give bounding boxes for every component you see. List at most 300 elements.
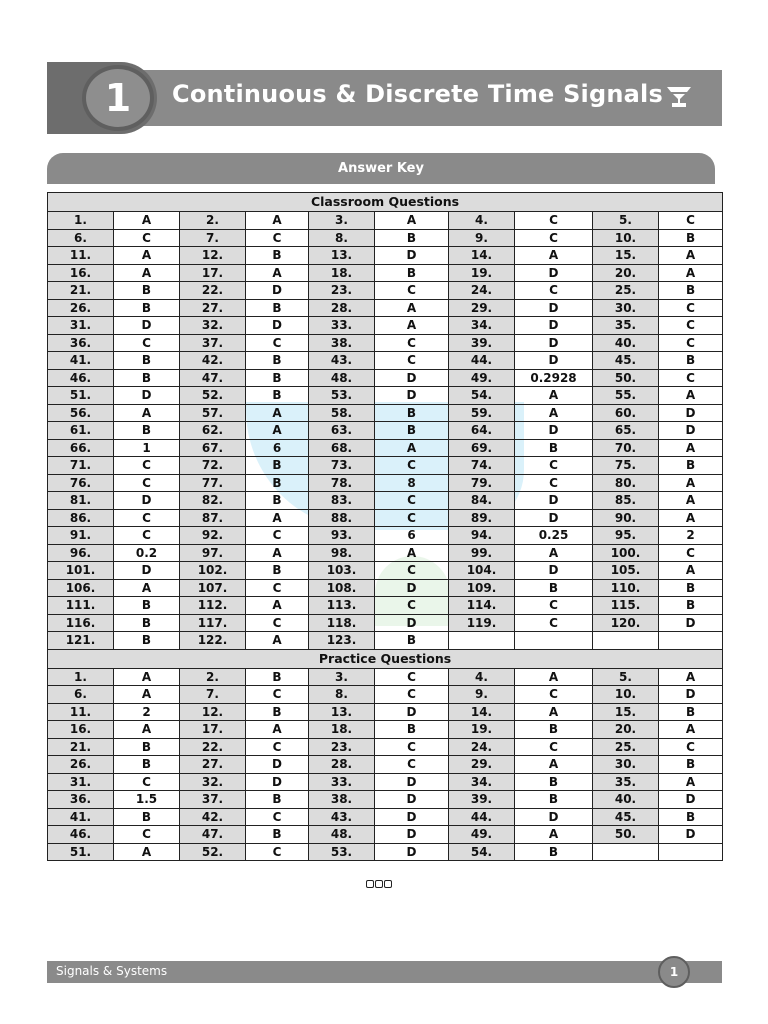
question-number: 104. [449, 562, 515, 580]
answer-cell: D [375, 826, 449, 844]
question-number: 54. [449, 843, 515, 861]
question-number: 102. [180, 562, 246, 580]
answer-cell: C [659, 317, 723, 335]
table-row [48, 492, 723, 510]
question-number: 60. [593, 404, 659, 422]
question-number: 21. [48, 282, 114, 300]
answer-cell: 1 [114, 439, 180, 457]
answer-cell: 0.2928 [515, 369, 593, 387]
question-number: 1. [48, 668, 114, 686]
answer-cell: D [375, 773, 449, 791]
answer-cell: A [659, 247, 723, 265]
table-row [48, 562, 723, 580]
answer-cell: B [515, 843, 593, 861]
question-number: 108. [309, 579, 375, 597]
question-number: 17. [180, 721, 246, 739]
question-number: 48. [309, 369, 375, 387]
question-number: 26. [48, 756, 114, 774]
table-row [48, 632, 723, 650]
question-number: 14. [449, 703, 515, 721]
question-number: 5. [593, 212, 659, 230]
answer-cell: B [375, 229, 449, 247]
answer-cell: B [114, 614, 180, 632]
answer-cell: D [375, 703, 449, 721]
question-number: 29. [449, 299, 515, 317]
answer-cell: A [114, 668, 180, 686]
answer-cell: A [515, 404, 593, 422]
question-number: 109. [449, 579, 515, 597]
question-number: 85. [593, 492, 659, 510]
answer-cell: B [659, 579, 723, 597]
answer-cell: B [375, 404, 449, 422]
question-number: 21. [48, 738, 114, 756]
question-number: 27. [180, 299, 246, 317]
question-number: 20. [593, 264, 659, 282]
question-number: 7. [180, 229, 246, 247]
table-row [48, 474, 723, 492]
table-row [48, 509, 723, 527]
question-number: 49. [449, 826, 515, 844]
table-row [48, 773, 723, 791]
answer-cell: A [375, 439, 449, 457]
answer-cell: B [659, 229, 723, 247]
answer-cell: C [114, 457, 180, 475]
answer-cell: D [246, 773, 309, 791]
question-number: 28. [309, 756, 375, 774]
answer-cell: C [114, 527, 180, 545]
answer-cell: D [114, 562, 180, 580]
answer-cell: C [375, 457, 449, 475]
table-row [48, 229, 723, 247]
table-row [48, 299, 723, 317]
answer-cell: D [375, 791, 449, 809]
question-number: 2. [180, 668, 246, 686]
answer-cell: A [246, 721, 309, 739]
answer-cell: C [515, 686, 593, 704]
answer-cell: B [515, 773, 593, 791]
question-number: 9. [449, 229, 515, 247]
question-number: 53. [309, 843, 375, 861]
answer-cell: 2 [659, 527, 723, 545]
question-number: 16. [48, 721, 114, 739]
answer-cell: B [515, 791, 593, 809]
question-number: 54. [449, 387, 515, 405]
answer-cell: B [114, 808, 180, 826]
end-of-section-marker [366, 880, 392, 888]
question-number: 103. [309, 562, 375, 580]
question-number: 37. [180, 334, 246, 352]
answer-cell: C [114, 509, 180, 527]
question-number: 51. [48, 843, 114, 861]
question-number: 4. [449, 668, 515, 686]
answer-cell: C [375, 334, 449, 352]
answer-cell: D [114, 387, 180, 405]
answer-cell: B [246, 352, 309, 370]
table-row [48, 317, 723, 335]
question-number: 119. [449, 614, 515, 632]
answer-cell: A [375, 299, 449, 317]
question-number: 10. [593, 686, 659, 704]
answer-cell: A [114, 686, 180, 704]
question-number: 24. [449, 738, 515, 756]
answer-cell: A [375, 212, 449, 230]
answer-cell: D [515, 264, 593, 282]
answer-cell: 1.5 [114, 791, 180, 809]
answer-cell: D [114, 317, 180, 335]
answer-cell: A [246, 404, 309, 422]
answer-cell: C [114, 334, 180, 352]
answer-cell: C [375, 562, 449, 580]
table-row [48, 404, 723, 422]
question-number: 32. [180, 773, 246, 791]
question-number: 116. [48, 614, 114, 632]
answer-cell: C [375, 668, 449, 686]
answer-key-heading: Answer Key [47, 153, 715, 184]
answer-cell: A [114, 404, 180, 422]
question-number: 36. [48, 334, 114, 352]
section-title: Practice Questions [48, 649, 723, 668]
table-row [48, 422, 723, 440]
answer-cell: C [246, 229, 309, 247]
question-number: 13. [309, 247, 375, 265]
answer-cell: B [246, 492, 309, 510]
answer-cell: D [375, 808, 449, 826]
question-number: 29. [449, 756, 515, 774]
table-row [48, 352, 723, 370]
table-row [48, 791, 723, 809]
question-number: 50. [593, 826, 659, 844]
table-row [48, 247, 723, 265]
answer-cell: C [515, 597, 593, 615]
table-row [48, 264, 723, 282]
question-number: 118. [309, 614, 375, 632]
table-row [48, 756, 723, 774]
table-row [48, 282, 723, 300]
answer-cell: C [114, 229, 180, 247]
question-number: 86. [48, 509, 114, 527]
question-number: 41. [48, 352, 114, 370]
question-number: 50. [593, 369, 659, 387]
answer-cell: C [375, 597, 449, 615]
answer-cell: B [659, 597, 723, 615]
answer-cell: A [114, 579, 180, 597]
table-row [48, 826, 723, 844]
question-number: 42. [180, 808, 246, 826]
answer-cell: D [659, 614, 723, 632]
answer-cell: C [515, 282, 593, 300]
answer-cell: B [114, 632, 180, 650]
question-number: 114. [449, 597, 515, 615]
answer-cell: C [515, 738, 593, 756]
question-number: 48. [309, 826, 375, 844]
answer-cell: D [515, 299, 593, 317]
question-number: 87. [180, 509, 246, 527]
question-number: 52. [180, 387, 246, 405]
answer-cell: A [246, 509, 309, 527]
question-number: 65. [593, 422, 659, 440]
question-number: 12. [180, 703, 246, 721]
question-number: 100. [593, 544, 659, 562]
answer-cell: C [375, 282, 449, 300]
answer-cell: B [659, 703, 723, 721]
answer-cell: 0.25 [515, 527, 593, 545]
answer-cell: B [114, 422, 180, 440]
question-number: 90. [593, 509, 659, 527]
table-row [48, 369, 723, 387]
answer-cell: D [515, 352, 593, 370]
question-number: 40. [593, 334, 659, 352]
answer-cell: C [246, 614, 309, 632]
answer-cell: B [375, 422, 449, 440]
table-row [48, 579, 723, 597]
answer-cell: C [114, 474, 180, 492]
question-number: 63. [309, 422, 375, 440]
question-number: 47. [180, 826, 246, 844]
question-number: 57. [180, 404, 246, 422]
question-number: 36. [48, 791, 114, 809]
answer-cell: A [246, 544, 309, 562]
question-number: 19. [449, 721, 515, 739]
question-number: 55. [593, 387, 659, 405]
question-number: 53. [309, 387, 375, 405]
answer-cell: A [114, 212, 180, 230]
answer-cell: B [246, 791, 309, 809]
question-number: 98. [309, 544, 375, 562]
answer-cell [659, 632, 723, 650]
table-row [48, 614, 723, 632]
section-header-row [48, 649, 723, 668]
answer-cell: A [659, 773, 723, 791]
table-row [48, 668, 723, 686]
answer-cell: C [375, 352, 449, 370]
question-number: 107. [180, 579, 246, 597]
answer-cell: D [375, 369, 449, 387]
page-number: 1 [658, 956, 690, 988]
answer-cell: D [515, 562, 593, 580]
question-number: 30. [593, 756, 659, 774]
question-number: 8. [309, 686, 375, 704]
answer-cell: D [515, 509, 593, 527]
answer-cell: C [375, 738, 449, 756]
answer-cell: C [114, 826, 180, 844]
square-icon [375, 880, 383, 888]
question-number: 16. [48, 264, 114, 282]
question-number: 59. [449, 404, 515, 422]
answer-cell: B [246, 562, 309, 580]
question-number: 115. [593, 597, 659, 615]
answer-cell: A [659, 668, 723, 686]
answer-cell: D [246, 282, 309, 300]
question-number: 4. [449, 212, 515, 230]
answer-cell: A [246, 422, 309, 440]
chapter-title: Continuous & Discrete Time Signals [172, 80, 663, 108]
question-number: 68. [309, 439, 375, 457]
table-row [48, 212, 723, 230]
question-number: 93. [309, 527, 375, 545]
answer-cell: A [515, 826, 593, 844]
question-number: 22. [180, 738, 246, 756]
question-number: 121. [48, 632, 114, 650]
answer-cell: C [375, 686, 449, 704]
answer-cell: C [659, 299, 723, 317]
question-number: 33. [309, 773, 375, 791]
question-number: 89. [449, 509, 515, 527]
question-number: 41. [48, 808, 114, 826]
question-number: 25. [593, 282, 659, 300]
question-number: 92. [180, 527, 246, 545]
question-number: 13. [309, 703, 375, 721]
answer-key-table [47, 192, 723, 861]
answer-cell: 6 [375, 527, 449, 545]
answer-cell: A [659, 721, 723, 739]
question-number: 46. [48, 826, 114, 844]
question-number: 111. [48, 597, 114, 615]
question-number [593, 843, 659, 861]
answer-cell: A [659, 562, 723, 580]
question-number: 12. [180, 247, 246, 265]
answer-cell: C [515, 229, 593, 247]
answer-cell: B [246, 387, 309, 405]
question-number: 46. [48, 369, 114, 387]
question-number: 81. [48, 492, 114, 510]
question-number: 44. [449, 808, 515, 826]
question-number: 25. [593, 738, 659, 756]
question-number: 30. [593, 299, 659, 317]
question-number: 120. [593, 614, 659, 632]
answer-cell: B [114, 352, 180, 370]
question-number: 105. [593, 562, 659, 580]
question-number: 94. [449, 527, 515, 545]
table-row [48, 457, 723, 475]
question-number: 79. [449, 474, 515, 492]
answer-cell: D [375, 843, 449, 861]
answer-cell: B [246, 474, 309, 492]
table-row [48, 334, 723, 352]
question-number [593, 632, 659, 650]
answer-cell: C [659, 369, 723, 387]
answer-cell: C [246, 334, 309, 352]
answer-cell: A [515, 247, 593, 265]
question-number: 40. [593, 791, 659, 809]
table-row [48, 808, 723, 826]
answer-cell: C [515, 212, 593, 230]
answer-cell: B [246, 299, 309, 317]
answer-cell [659, 843, 723, 861]
question-number: 45. [593, 352, 659, 370]
answer-cell: C [114, 773, 180, 791]
question-number: 1. [48, 212, 114, 230]
section-title: Classroom Questions [48, 193, 723, 212]
question-number: 8. [309, 229, 375, 247]
answer-cell: D [246, 317, 309, 335]
answer-cell: A [515, 756, 593, 774]
answer-cell: C [659, 738, 723, 756]
answer-cell: A [375, 317, 449, 335]
footer-book-title: Signals & Systems [56, 964, 168, 978]
answer-cell: B [515, 439, 593, 457]
question-number: 11. [48, 703, 114, 721]
question-number: 43. [309, 808, 375, 826]
answer-cell: C [515, 457, 593, 475]
question-number: 9. [449, 686, 515, 704]
answer-cell: D [515, 422, 593, 440]
question-number: 35. [593, 317, 659, 335]
answer-cell: B [659, 282, 723, 300]
question-number: 7. [180, 686, 246, 704]
answer-cell: B [114, 756, 180, 774]
answer-cell: A [114, 247, 180, 265]
question-number: 88. [309, 509, 375, 527]
question-number: 101. [48, 562, 114, 580]
question-number: 11. [48, 247, 114, 265]
table-row [48, 738, 723, 756]
question-number: 74. [449, 457, 515, 475]
table-row [48, 597, 723, 615]
answer-cell: C [246, 686, 309, 704]
answer-cell: B [659, 352, 723, 370]
answer-cell: 8 [375, 474, 449, 492]
question-number: 56. [48, 404, 114, 422]
question-number: 58. [309, 404, 375, 422]
question-number: 31. [48, 317, 114, 335]
answer-cell: D [375, 614, 449, 632]
question-number: 14. [449, 247, 515, 265]
question-number: 69. [449, 439, 515, 457]
table-row [48, 439, 723, 457]
question-number: 42. [180, 352, 246, 370]
answer-cell: D [659, 404, 723, 422]
answer-cell: C [515, 614, 593, 632]
question-number: 73. [309, 457, 375, 475]
answer-cell: B [114, 282, 180, 300]
answer-cell: D [114, 492, 180, 510]
question-number: 113. [309, 597, 375, 615]
question-number: 72. [180, 457, 246, 475]
question-number: 38. [309, 791, 375, 809]
answer-cell: B [659, 457, 723, 475]
question-number [449, 632, 515, 650]
question-number: 26. [48, 299, 114, 317]
answer-cell: D [515, 492, 593, 510]
question-number: 62. [180, 422, 246, 440]
question-number: 49. [449, 369, 515, 387]
question-number: 122. [180, 632, 246, 650]
question-number: 37. [180, 791, 246, 809]
answer-cell: 0.2 [114, 544, 180, 562]
question-number: 45. [593, 808, 659, 826]
question-number: 106. [48, 579, 114, 597]
question-number: 66. [48, 439, 114, 457]
answer-cell: A [659, 474, 723, 492]
answer-cell: D [246, 756, 309, 774]
question-number: 77. [180, 474, 246, 492]
square-icon [384, 880, 392, 888]
answer-cell: C [246, 738, 309, 756]
question-number: 64. [449, 422, 515, 440]
answer-cell: C [659, 212, 723, 230]
answer-cell: B [246, 369, 309, 387]
question-number: 33. [309, 317, 375, 335]
question-number: 61. [48, 422, 114, 440]
question-number: 44. [449, 352, 515, 370]
answer-cell: A [246, 264, 309, 282]
section-header-row [48, 193, 723, 212]
answer-cell: C [659, 544, 723, 562]
answer-cell: B [114, 597, 180, 615]
answer-cell: C [246, 843, 309, 861]
table-row [48, 387, 723, 405]
question-number: 96. [48, 544, 114, 562]
